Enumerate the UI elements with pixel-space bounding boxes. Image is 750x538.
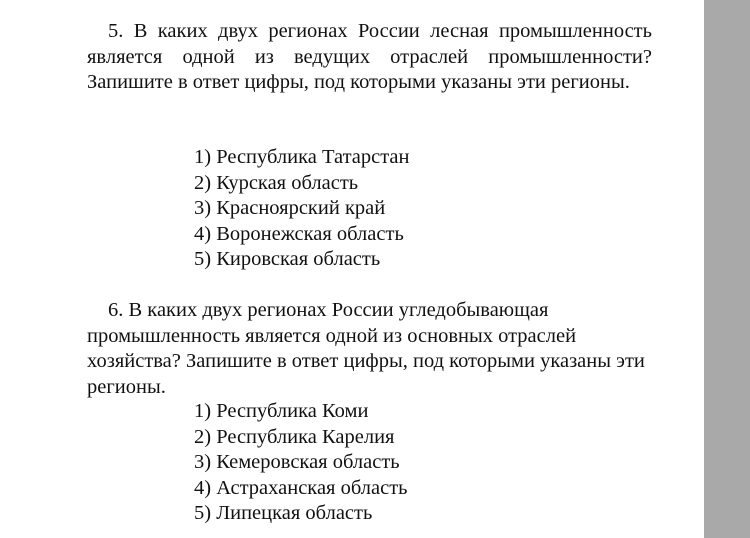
question-6-option-1: 1) Республика Коми xyxy=(194,400,369,422)
question-5-option-2: 2) Курская область xyxy=(194,171,359,194)
question-5-option-5: 5) Кировская область xyxy=(194,248,381,270)
question-6-text xyxy=(87,298,657,400)
question-5-option-4: 4) Воронежская область xyxy=(194,222,404,245)
question-5-body: 5. В каких двух регионах России лесная промышленность является одной из ведущих отраслей промышленности? Запишите в ответ цифры, под которыми указаны эти регионы. xyxy=(87,20,652,93)
scrollbar[interactable] xyxy=(704,0,750,538)
question-6-option-5: 5) Липецкая область xyxy=(194,502,373,524)
question-5-options xyxy=(194,145,410,273)
question-6-options xyxy=(194,399,408,527)
question-5-option-1: 1) Республика Татарстан xyxy=(194,146,410,168)
question-5-text xyxy=(87,19,652,96)
question-6-option-4: 4) Астраханская область xyxy=(194,476,408,499)
question-5-option-3: 3) Красноярский край xyxy=(194,197,386,219)
question-6-body: 6. В каких двух регионах России угледобывающая промышленность является одной из основных отраслей хозяйства? Запишите в ответ цифры, под которыми указаны эти регионы. xyxy=(87,299,645,398)
question-6-option-3: 3) Кемеровская область xyxy=(194,451,400,473)
question-6-option-2: 2) Республика Карелия xyxy=(194,425,395,448)
